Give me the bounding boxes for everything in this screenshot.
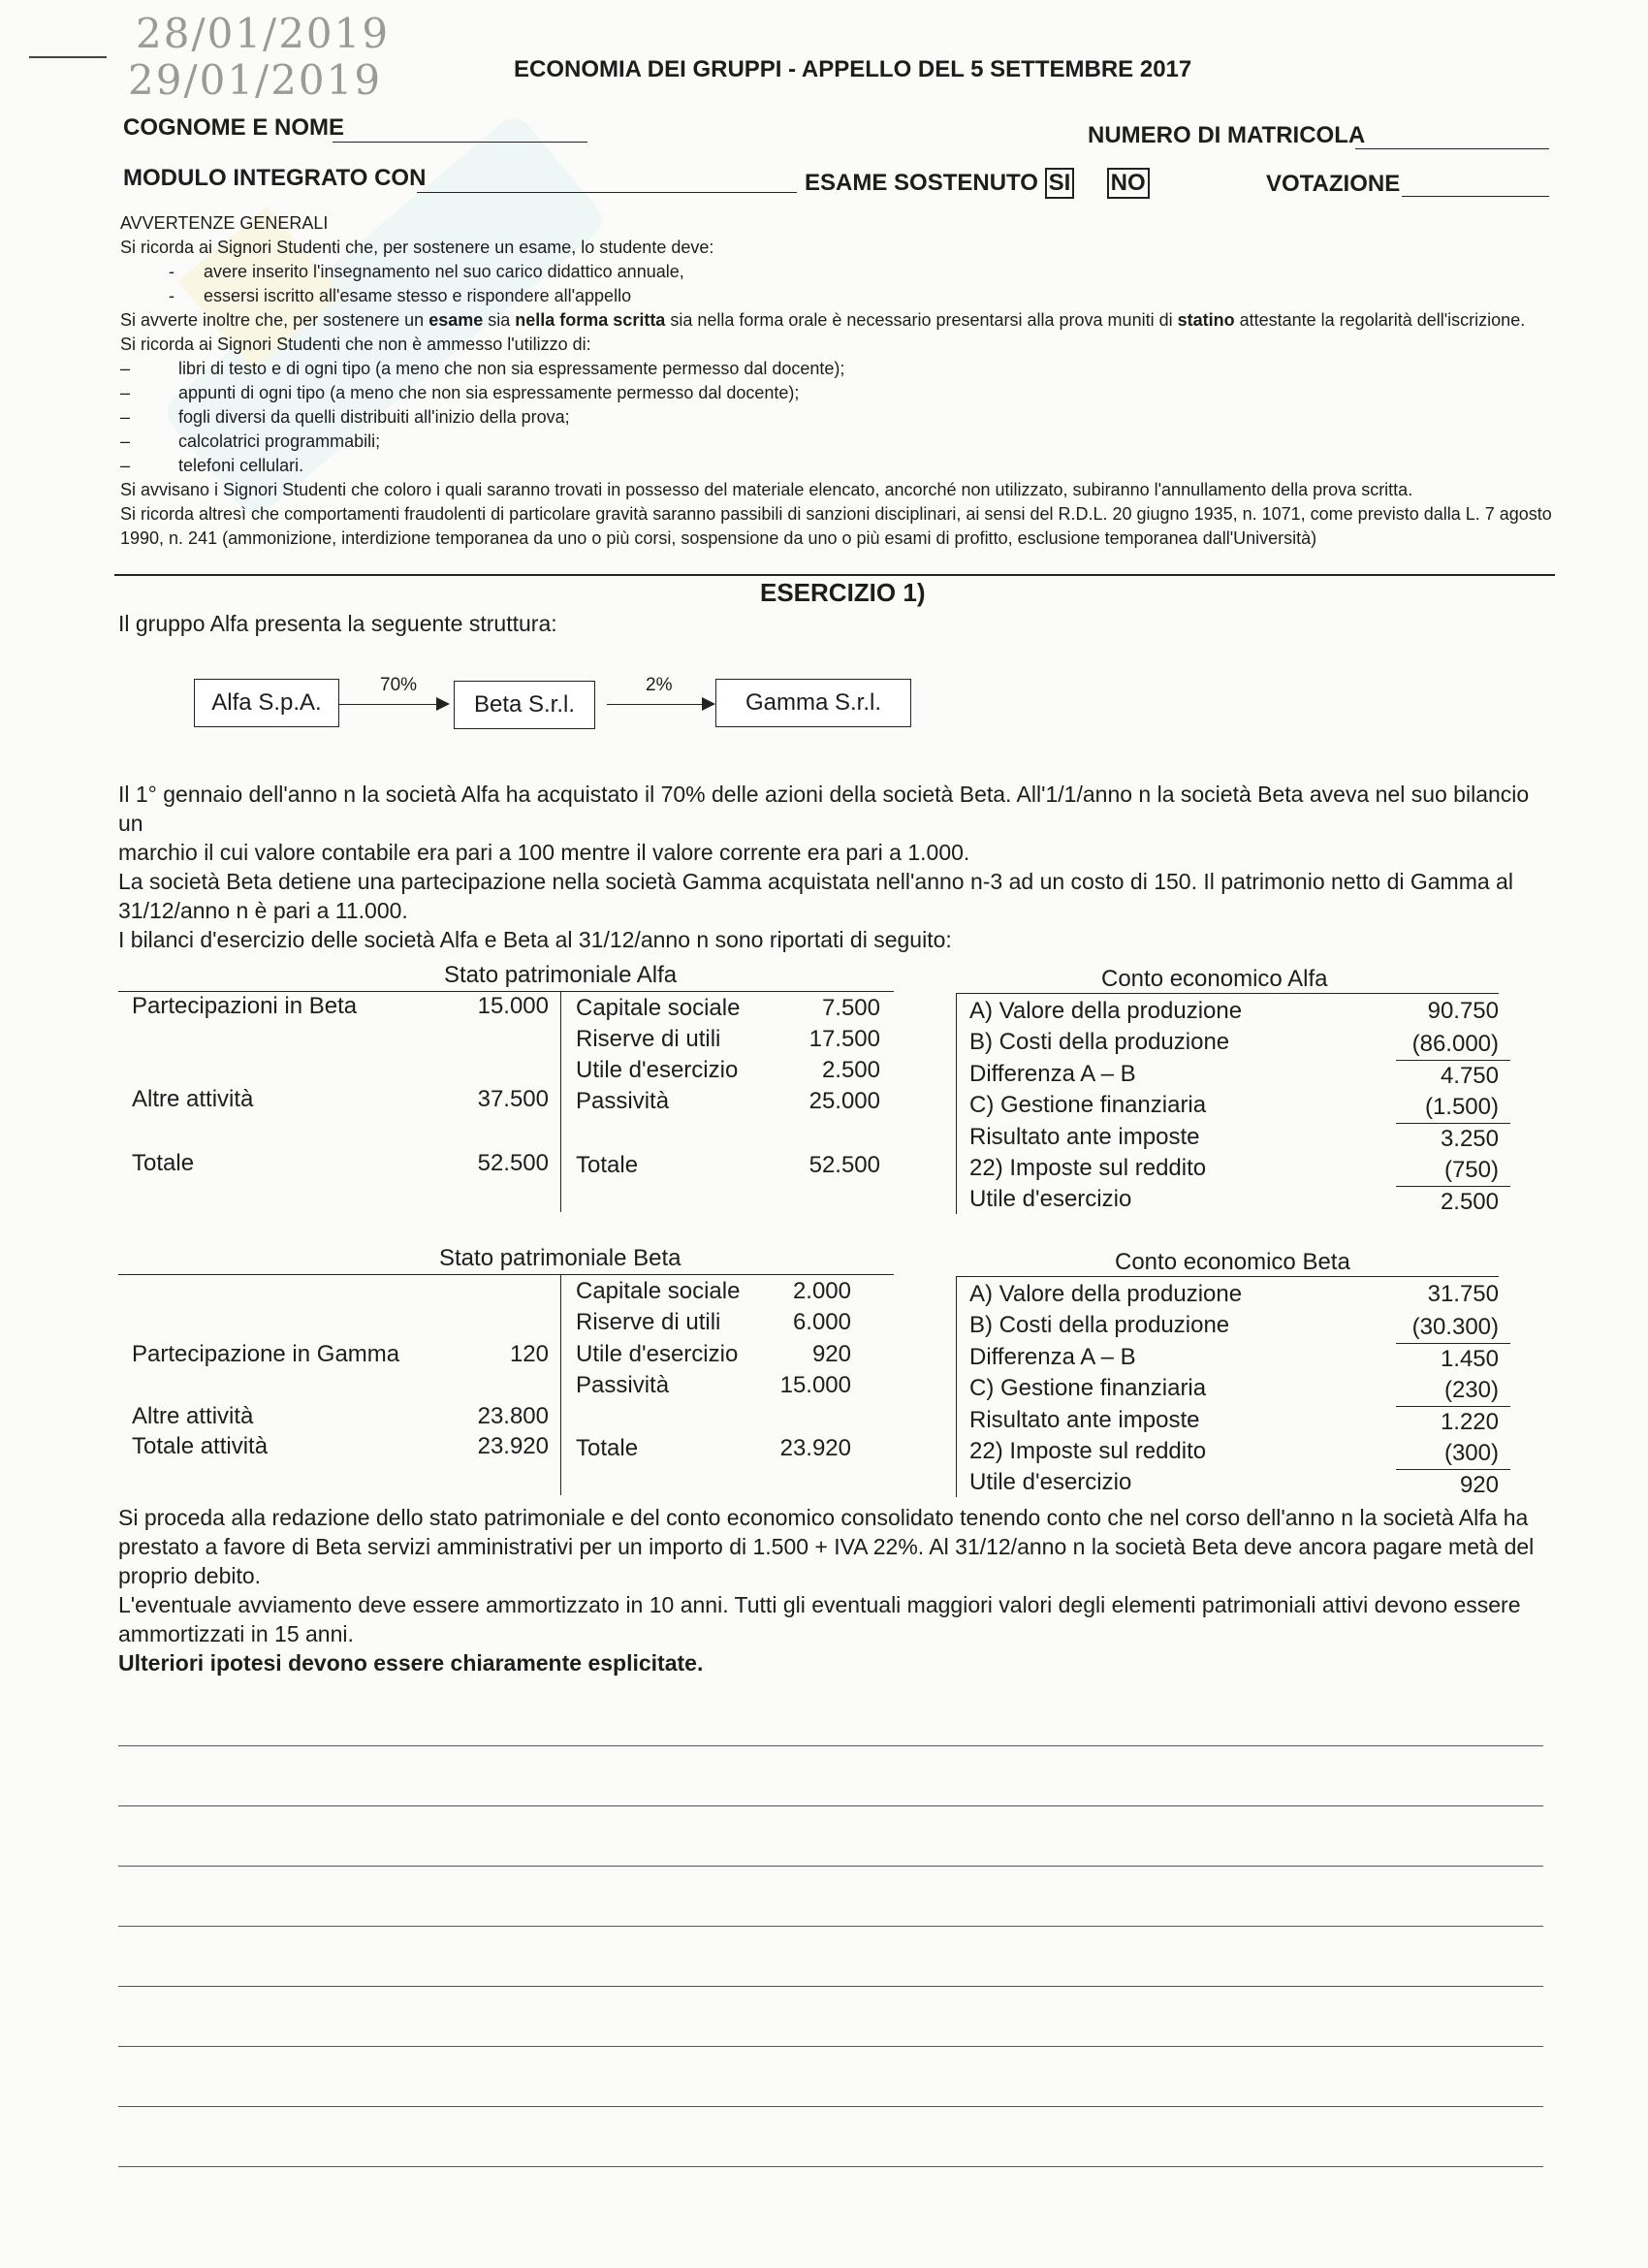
ce-beta-rule-3	[1396, 1469, 1510, 1470]
ce-alfa-i-label: 22) Imposte sul reddito	[969, 1155, 1207, 1181]
answer-line[interactable]	[118, 1986, 1543, 1987]
exercise-intro: Il gruppo Alfa presenta la seguente struttura:	[118, 611, 557, 636]
sp-alfa-pass-value: 25.000	[808, 1088, 880, 1114]
sp-alfa-tot-value: 52.500	[477, 1150, 549, 1176]
sp-alfa-cap-value: 7.500	[821, 995, 880, 1021]
votazione-field-line[interactable]	[1402, 196, 1549, 197]
sp-beta-ris-value: 6.000	[792, 1309, 851, 1335]
name-label: COGNOME E NOME	[123, 114, 345, 141]
statino-notice: Si avverte inoltre che, per sostenere un esame sia nella forma scritta sia nella forma orale è necessario presentarsi alla prova muniti di statino attestante la regolarità dell'iscrizione.	[120, 310, 1526, 330]
ce-beta-r-label: Risultato ante imposte	[969, 1407, 1200, 1433]
answer-line[interactable]	[118, 1926, 1543, 1927]
ce-alfa-rule-2	[1396, 1123, 1510, 1124]
sp-alfa-totp-value: 52.500	[808, 1152, 880, 1178]
sp-beta-pass-label: Passività	[576, 1372, 670, 1398]
pct-beta-gamma: 2%	[646, 675, 673, 695]
fraud-notice-1: Si ricorda altresì che comportamenti fraudolenti di particolare gravità saranno passibili di sanzioni disciplinari, ai sensi del R.D.L. 20 giugno 1935, n. 1071, come previsto dalla L. 7 agosto	[120, 504, 1552, 524]
sp-alfa-altre-label: Altre attività	[132, 1086, 254, 1112]
modulo-label: MODULO INTEGRATO CON	[123, 165, 427, 191]
ce-beta-u-label: Utile d'esercizio	[969, 1469, 1132, 1495]
sp-beta-top-rule	[118, 1274, 894, 1275]
requirement-2: - essersi iscritto all'esame stesso e rispondere all'appello	[169, 286, 632, 305]
not-allowed-item: – telefoni cellulari.	[120, 456, 304, 475]
sp-beta-part-value: 120	[509, 1341, 549, 1367]
sp-alfa-divider	[560, 991, 561, 1212]
no-checkbox[interactable]: NO	[1107, 168, 1150, 199]
answer-line[interactable]	[118, 1866, 1543, 1867]
requirement-1: - avere inserito l'insegnamento nel suo carico didattico annuale,	[169, 262, 684, 281]
answer-line[interactable]	[118, 1805, 1543, 1806]
ce-beta-i-label: 22) Imposte sul reddito	[969, 1438, 1207, 1464]
sp-beta-tot-value: 23.920	[477, 1433, 549, 1459]
instructions-line-1: Si proceda alla redazione dello stato patrimoniale e del conto economico consolidato tenendo conto che nel corso dell'anno n la società Alfa ha	[118, 1505, 1529, 1530]
sp-beta-divider	[560, 1274, 561, 1495]
not-allowed-item: – appunti di ogni tipo (a meno che non sia espressamente permesso dal docente);	[120, 383, 800, 402]
ce-beta-rule-2	[1396, 1406, 1510, 1407]
instructions-line-6: Ulteriori ipotesi devono essere chiaramente esplicitate.	[118, 1650, 704, 1676]
paragraph-2-line-1: La società Beta detiene una partecipazione nella società Gamma acquistata nell'anno n-3 ad un costo di 150. Il patrimonio netto di Gamma al	[118, 869, 1513, 894]
not-allowed-item: – fogli diversi da quelli distribuiti all'inizio della prova;	[120, 407, 570, 427]
instructions-line-5: ammortizzati in 15 anni.	[118, 1621, 354, 1646]
sp-alfa-ris-label: Riserve di utili	[576, 1026, 721, 1052]
sp-alfa-title: Stato patrimoniale Alfa	[444, 962, 678, 988]
ce-beta-left-rule	[956, 1276, 957, 1497]
sp-alfa-ris-value: 17.500	[808, 1026, 880, 1052]
entity-gamma: Gamma S.r.l.	[715, 679, 911, 727]
ce-alfa-r-value: 3.250	[1440, 1126, 1499, 1152]
ce-alfa-rule-3	[1396, 1186, 1510, 1187]
instructions-line-2: prestato a favore di Beta servizi amministrativi per un importo di 1.500 + IVA 22%. Al 31/12/anno n la società Beta deve ancora pagare metà del	[118, 1534, 1535, 1559]
esame-label	[805, 168, 1150, 199]
not-allowed-item: – calcolatrici programmabili;	[120, 431, 381, 451]
ce-alfa-left-rule	[956, 993, 957, 1214]
paragraph-3: I bilanci d'esercizio delle società Alfa e Beta al 31/12/anno n sono riportati di seguito:	[118, 927, 952, 952]
sp-beta-part-label: Partecipazione in Gamma	[132, 1341, 400, 1367]
sp-alfa-pass-label: Passività	[576, 1088, 670, 1114]
ce-beta-d-label: Differenza A – B	[969, 1344, 1136, 1370]
ce-beta-d-value: 1.450	[1440, 1346, 1499, 1372]
ce-alfa-rule-1	[1396, 1060, 1510, 1061]
annulment-notice: Si avvisano i Signori Studenti che coloro i quali saranno trovati in possesso del materiale elencato, ancorché non utilizzato, subiranno l'annullamento della prova scritta.	[120, 480, 1413, 499]
exercise-title: ESERCIZIO 1)	[760, 578, 926, 607]
modulo-field-line[interactable]	[417, 192, 797, 193]
sp-beta-ris-label: Riserve di utili	[576, 1309, 721, 1335]
ce-alfa-a-value: 90.750	[1427, 998, 1499, 1024]
esame-sostenuto-label: ESAME SOSTENUTO	[805, 170, 1038, 196]
name-field-line[interactable]	[333, 142, 587, 143]
paragraph-1-line-2: marchio il cui valore contabile era pari a 100 mentre il valore corrente era pari a 1.000.	[118, 840, 970, 865]
pct-alfa-beta: 70%	[380, 675, 418, 695]
sp-alfa-altre-value: 37.500	[477, 1086, 549, 1112]
entity-alfa: Alfa S.p.A.	[194, 679, 339, 727]
paragraph-2-line-2: 31/12/anno n è pari a 11.000.	[118, 898, 408, 923]
warnings-block	[120, 211, 1555, 551]
exam-title: ECONOMIA DEI GRUPPI - APPELLO DEL 5 SETTEMBRE 2017	[514, 56, 1192, 82]
answer-line[interactable]	[118, 1745, 1543, 1746]
ce-alfa-u-value: 2.500	[1440, 1189, 1499, 1215]
arrow-alfa-beta	[339, 704, 448, 705]
sp-beta-altre-label: Altre attività	[132, 1403, 254, 1429]
sp-beta-tot-label: Totale attività	[132, 1433, 269, 1459]
ce-beta-top-rule	[956, 1276, 1499, 1277]
warnings-heading: AVVERTENZE GENERALI	[120, 213, 329, 233]
instructions-line-4: L'eventuale avviamento deve essere ammortizzato in 10 anni. Tutti gli eventuali maggiori valori degli elementi patrimoniali attivi devono essere	[118, 1592, 1521, 1617]
votazione-label: VOTAZIONE	[1266, 171, 1401, 197]
sp-alfa-totp-label: Totale	[576, 1152, 639, 1178]
ce-alfa-d-label: Differenza A – B	[969, 1061, 1136, 1087]
ce-alfa-c-value: (1.500)	[1424, 1094, 1499, 1120]
warnings-intro: Si ricorda ai Signori Studenti che, per sostenere un esame, lo studente deve:	[120, 238, 714, 257]
handwritten-date-1: 28/01/2019	[136, 10, 391, 57]
ce-beta-title: Conto economico Beta	[1115, 1249, 1350, 1275]
ce-beta-b-value: (30.300)	[1411, 1314, 1499, 1340]
sp-beta-title: Stato patrimoniale Beta	[439, 1245, 681, 1271]
sp-beta-totp-value: 23.920	[779, 1435, 851, 1461]
ce-alfa-title: Conto economico Alfa	[1101, 966, 1328, 992]
sp-alfa-utile-label: Utile d'esercizio	[576, 1057, 739, 1083]
entity-beta: Beta S.r.l.	[454, 681, 595, 729]
sp-alfa-top-rule	[118, 991, 894, 992]
answer-line[interactable]	[118, 2106, 1543, 2107]
ce-beta-c-value: (230)	[1443, 1377, 1499, 1403]
si-checkbox[interactable]: SI	[1045, 168, 1075, 199]
ce-alfa-r-label: Risultato ante imposte	[969, 1124, 1200, 1150]
instructions-line-3: proprio debito.	[118, 1563, 262, 1588]
section-divider	[114, 574, 1555, 576]
margin-mark	[29, 56, 107, 58]
sp-alfa-cap-label: Capitale sociale	[576, 995, 741, 1021]
sp-alfa-part-value: 15.000	[477, 993, 549, 1019]
ce-alfa-b-value: (86.000)	[1411, 1031, 1499, 1057]
fraud-notice-2: 1990, n. 241 (ammonizione, interdizione temporanea da uno o più corsi, sospensione da uno o più esami di profitto, esclusione temporanea dall'Università)	[120, 528, 1317, 548]
paragraph-1-line-1: Il 1° gennaio dell'anno n la società Alfa ha acquistato il 70% delle azioni della società Beta. All'1/1/anno n la società Beta aveva nel suo bilancio un	[118, 782, 1530, 836]
ce-beta-c-label: C) Gestione finanziaria	[969, 1375, 1207, 1401]
ce-alfa-u-label: Utile d'esercizio	[969, 1186, 1132, 1212]
matricola-field-line[interactable]	[1355, 148, 1549, 149]
ce-alfa-a-label: A) Valore della produzione	[969, 998, 1243, 1024]
sp-beta-altre-value: 23.800	[477, 1403, 549, 1429]
arrow-beta-gamma	[607, 704, 713, 705]
sp-beta-cap-value: 2.000	[792, 1278, 851, 1304]
sp-beta-pass-value: 15.000	[779, 1372, 851, 1398]
answer-line[interactable]	[118, 2046, 1543, 2047]
matricola-label: NUMERO DI MATRICOLA	[1088, 122, 1366, 148]
ce-alfa-i-value: (750)	[1443, 1157, 1499, 1183]
ce-alfa-b-label: B) Costi della produzione	[969, 1029, 1230, 1055]
sp-beta-utile-label: Utile d'esercizio	[576, 1341, 739, 1367]
not-allowed-item: – libri di testo e di ogni tipo (a meno che non sia espressamente permesso dal docente);	[120, 359, 845, 378]
sp-alfa-utile-value: 2.500	[821, 1057, 880, 1083]
ce-beta-b-label: B) Costi della produzione	[969, 1312, 1230, 1338]
ce-alfa-c-label: C) Gestione finanziaria	[969, 1092, 1207, 1118]
sp-alfa-part-label: Partecipazioni in Beta	[132, 993, 358, 1019]
ce-beta-rule-1	[1396, 1343, 1510, 1344]
ce-beta-r-value: 1.220	[1440, 1409, 1499, 1435]
ce-beta-i-value: (300)	[1443, 1440, 1499, 1466]
ce-beta-a-label: A) Valore della produzione	[969, 1281, 1243, 1307]
sp-beta-utile-value: 920	[811, 1341, 851, 1367]
exercise-text	[118, 780, 1553, 954]
not-allowed-intro: Si ricorda ai Signori Studenti che non è ammesso l'utilizzo di:	[120, 335, 591, 354]
sp-alfa-tot-label: Totale	[132, 1150, 195, 1176]
ce-alfa-d-value: 4.750	[1440, 1063, 1499, 1089]
sp-beta-cap-label: Capitale sociale	[576, 1278, 741, 1304]
ce-alfa-top-rule	[956, 993, 1499, 994]
sp-beta-totp-label: Totale	[576, 1435, 639, 1461]
handwritten-date-2: 29/01/2019	[128, 56, 383, 104]
ce-beta-u-value: 920	[1459, 1472, 1499, 1498]
answer-line[interactable]	[118, 2166, 1543, 2167]
instructions	[118, 1503, 1553, 1677]
ce-beta-a-value: 31.750	[1427, 1281, 1499, 1307]
